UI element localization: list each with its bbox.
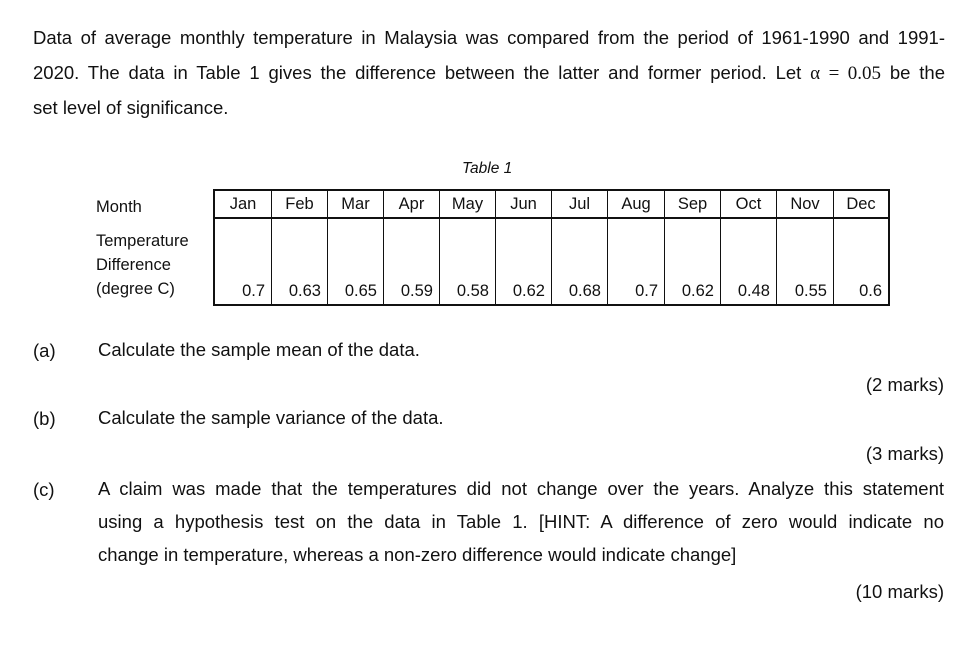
question-b-text xyxy=(98,401,944,434)
value-cell: 0.7 xyxy=(608,218,665,305)
value-row xyxy=(214,218,889,305)
question-a-label: (a) xyxy=(33,340,56,361)
question-text-line: A claim was made that the temperatures did not change over the years. Analyze this statement xyxy=(98,478,944,499)
value-cell: 0.62 xyxy=(665,218,721,305)
month-row-label: Month xyxy=(96,198,142,216)
month-header-row xyxy=(214,190,889,218)
month-cell: Feb xyxy=(272,190,328,218)
question-text-line: Calculate the sample mean of the data. xyxy=(98,339,420,360)
month-cell: Dec xyxy=(834,190,890,218)
question-b-label: (b) xyxy=(33,408,56,429)
value-cell: 0.48 xyxy=(721,218,777,305)
month-cell: Nov xyxy=(777,190,834,218)
month-cell: Jan xyxy=(214,190,272,218)
intro-line-2-pre: 2020. The data in Table 1 gives the difference between the latter and former period. Let xyxy=(33,61,811,83)
temp-label-line: Temperature xyxy=(96,232,189,250)
value-cell: 0.62 xyxy=(496,218,552,305)
intro-line-2-post: be the xyxy=(881,61,946,83)
question-text-line: change in temperature, whereas a non-zero difference would indicate change] xyxy=(98,544,737,565)
intro-line-1: Data of average monthly temperature in Malaysia was compared from the period of 1961-1990 and 1991- xyxy=(33,27,945,48)
value-cell: 0.58 xyxy=(440,218,496,305)
alpha-expression: α = 0.05 xyxy=(810,62,882,84)
month-cell: Sep xyxy=(665,190,721,218)
question-text-line: Calculate the sample variance of the data. xyxy=(98,407,444,428)
temp-label-line: Difference xyxy=(96,256,171,274)
intro-paragraph xyxy=(33,21,945,126)
question-c-marks: (10 marks) xyxy=(855,581,944,602)
value-cell: 0.6 xyxy=(834,218,890,305)
value-cell: 0.68 xyxy=(552,218,608,305)
temperature-row-label xyxy=(96,229,189,301)
intro-line-2 xyxy=(33,56,945,92)
value-cell: 0.63 xyxy=(272,218,328,305)
month-cell: Aug xyxy=(608,190,665,218)
intro-line-3: set level of significance. xyxy=(33,97,229,118)
value-cell: 0.59 xyxy=(384,218,440,305)
month-cell: Oct xyxy=(721,190,777,218)
question-text-line: using a hypothesis test on the data in Table 1. [HINT: A difference of zero would indicate no xyxy=(98,511,944,532)
table-caption: Table 1 xyxy=(462,160,513,177)
month-cell: Apr xyxy=(384,190,440,218)
value-cell: 0.55 xyxy=(777,218,834,305)
temperature-table xyxy=(213,189,890,306)
month-cell: May xyxy=(440,190,496,218)
month-cell: Jul xyxy=(552,190,608,218)
month-cell: Mar xyxy=(328,190,384,218)
question-c-label: (c) xyxy=(33,479,55,500)
value-cell: 0.65 xyxy=(328,218,384,305)
month-cell: Jun xyxy=(496,190,552,218)
question-b-marks: (3 marks) xyxy=(865,443,944,464)
question-c-text xyxy=(98,472,944,571)
value-cell: 0.7 xyxy=(214,218,272,305)
temp-label-line: (degree C) xyxy=(96,280,175,298)
question-a-text xyxy=(98,333,944,366)
question-a-marks: (2 marks) xyxy=(865,374,944,395)
